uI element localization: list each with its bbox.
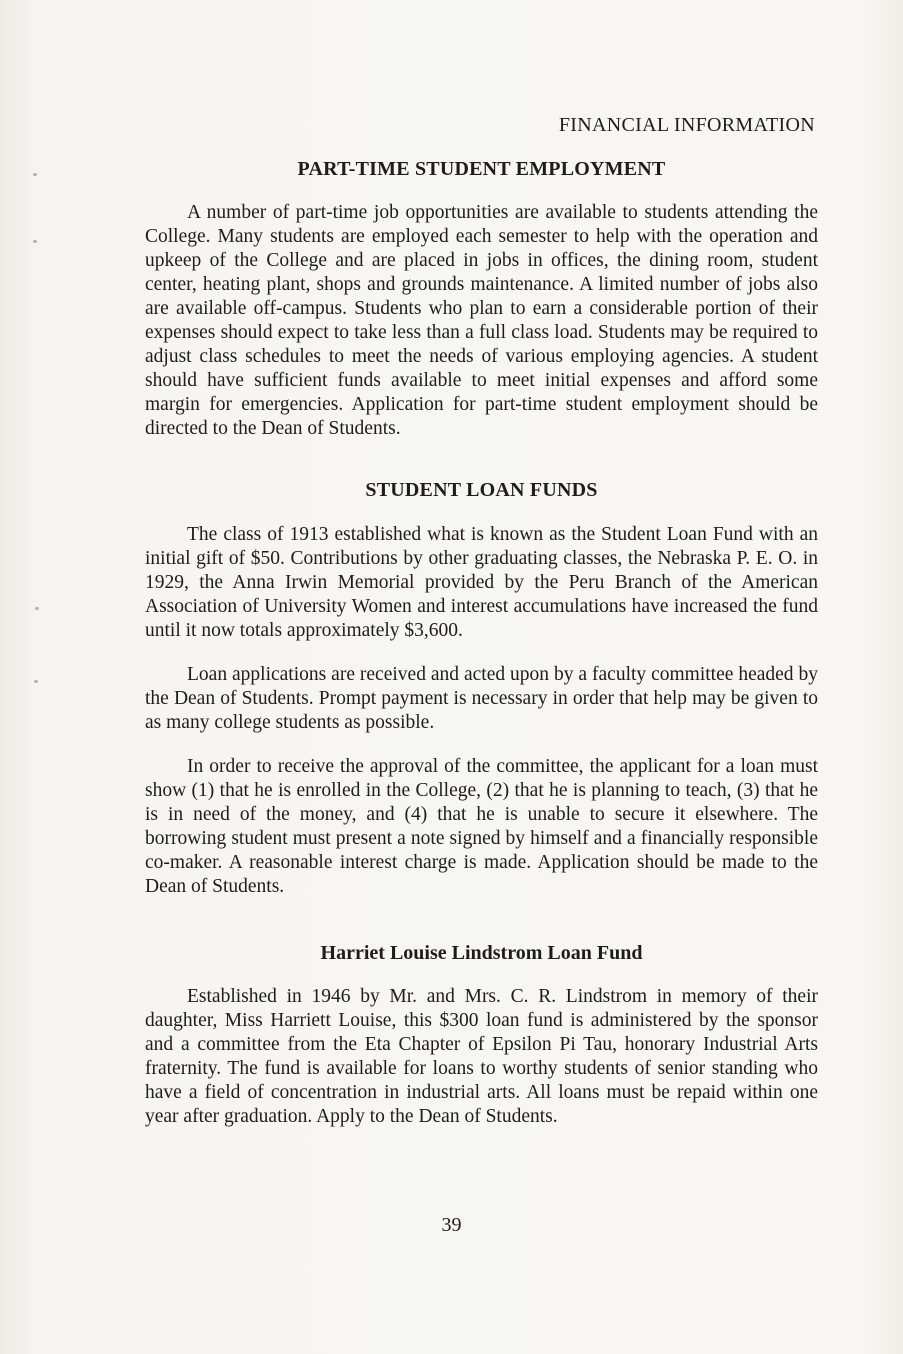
paragraph-loan-fund-history: The class of 1913 established what is known as the Student Loan Fund with an initial gift of $50. Contributions by other graduating classes, the Nebraska P. E. O. in 1929, the Anna Irwin Memorial provided by the Peru Branch of the American Association of University Women and interest accumulations have increased the fund until it now totals approximately $3,600. [145,524,818,641]
scan-speck [33,173,37,176]
section-title-employment: PART-TIME STUDENT EMPLOYMENT [297,158,666,180]
paragraph-employment: A number of part-time job opportunities are available to students attending the College. Many students are employed each semester to help with the operation and upkeep of the College and are placed in jobs in offices, the dining room, student center, heating plant, shops and grounds maintenance. A limited number of jobs also are available off-campus. Students who plan to earn a considerable portion of their expenses should expect to take less than a full class load. Students may be required to adjust class schedules to meet the needs of various employing agencies. A student should have sufficient funds available to meet initial expenses and afford some margin for emergencies. Application for part-time student employment should be directed to the Dean of Students. [145,202,818,439]
scan-speck [34,680,38,683]
paragraph-loan-applications: Loan applications are received and acted upon by a faculty committee headed by the Dean of Students. Prompt payment is necessary in order that help may be given to as many college students as possible. [145,664,818,733]
section-title-loan-funds: STUDENT LOAN FUNDS [365,479,598,501]
page-number: 39 [441,1214,462,1236]
page-body [145,158,818,1129]
running-head: FINANCIAL INFORMATION [558,114,815,136]
paragraph-loan-requirements: In order to receive the approval of the committee, the applicant for a loan must show (1) that he is enrolled in the College, (2) that he is planning to teach, (3) that he is in need of the money, and (4) that he is unable to secure it elsewhere. The borrowing student must present a note signed by himself and a financially responsible co-maker. A reasonable interest charge is made. Application should be made to the Dean of Students. [145,756,818,897]
scan-speck [33,240,37,243]
paragraph-lindstrom-fund: Established in 1946 by Mr. and Mrs. C. R. Lindstrom in memory of their daughter, Miss Harriett Louise, this $300 loan fund is administered by the sponsor and a committee from the Eta Chapter of Epsilon Pi Tau, honorary Industrial Arts fraternity. The fund is available for loans to worthy students of senior standing who have a field of concentration in industrial arts. All loans must be repaid within one year after graduation. Apply to the Dean of Students. [145,986,818,1127]
scan-speck [35,607,39,610]
section-title-lindstrom-fund: Harriet Louise Lindstrom Loan Fund [320,942,643,964]
